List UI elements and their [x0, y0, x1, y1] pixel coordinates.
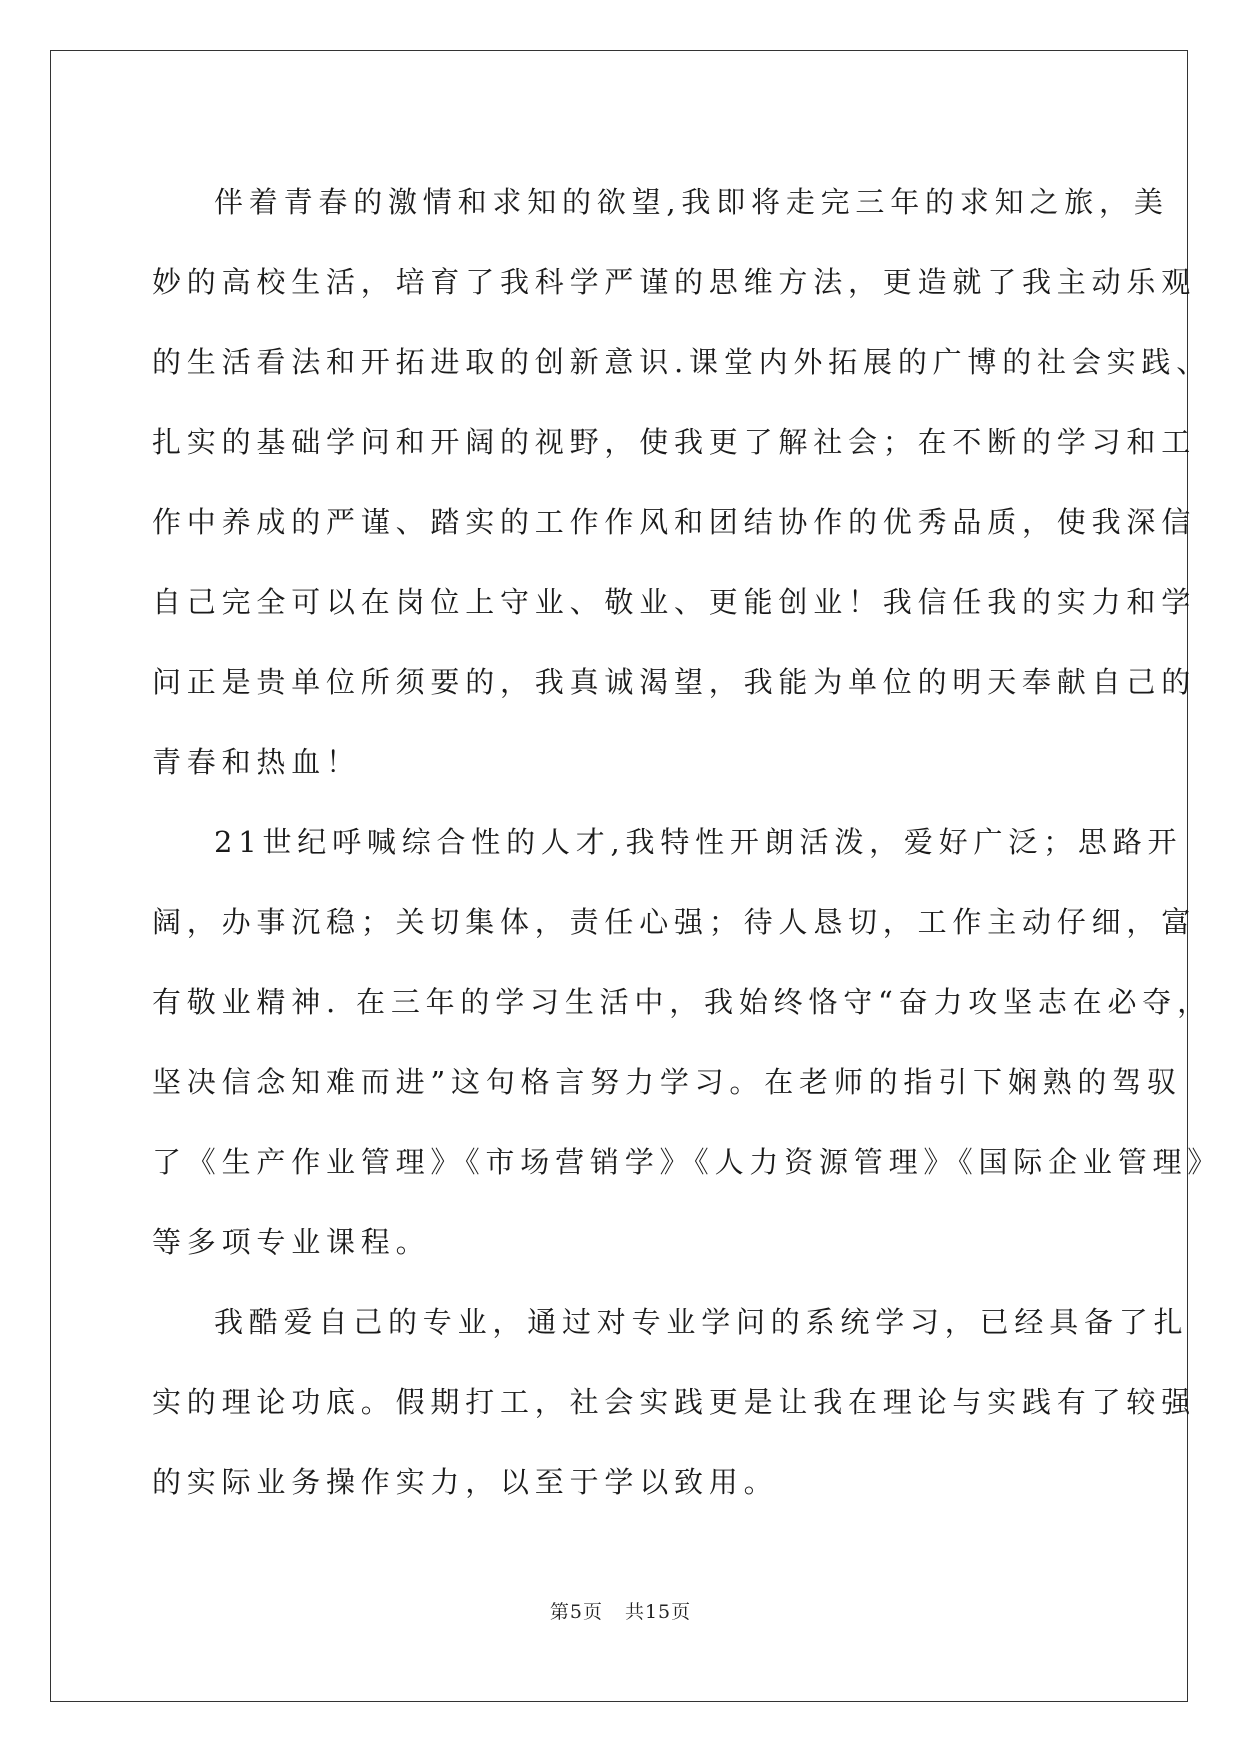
text-line: 扎实的基础学问和开阔的视野，使我更了解社会；在不断的学习和工 — [152, 425, 1197, 459]
paragraph-3 — [152, 1282, 1197, 1522]
text-line: 坚决信念知难而进”这句格言努力学习。在老师的指引下娴熟的驾驭 — [152, 1065, 1182, 1099]
text-line: 的生活看法和开拓进取的创新意识.课堂内外拓展的广博的社会实践、 — [152, 345, 1212, 379]
text-line: 实的理论功底。假期打工，社会实践更是让我在理论与实践有了较强 — [152, 1385, 1197, 1419]
text-line: 我酷爱自己的专业，通过对专业学问的系统学习，已经具备了扎 — [214, 1305, 1189, 1339]
text-line: 自己完全可以在岗位上守业、敬业、更能创业！我信任我的实力和学 — [152, 585, 1197, 619]
page-number: 第5页 — [549, 1601, 603, 1623]
text-line: 问正是贵单位所须要的，我真诚渴望，我能为单位的明天奉献自己的 — [152, 665, 1197, 699]
paragraph-1 — [152, 162, 1212, 802]
text-line: 青春和热血！ — [152, 745, 361, 779]
text-line: 等多项专业课程。 — [152, 1225, 431, 1259]
text-line: 阔，办事沉稳；关切集体，责任心强；待人恳切，工作主动仔细，富 — [152, 905, 1197, 939]
page-footer — [0, 1597, 1241, 1624]
text-line: 的实际业务操作实力，以至于学以致用。 — [152, 1465, 779, 1499]
text-line: 21世纪呼喊综合性的人才,我特性开朗活泼，爱好广泛；思路开 — [214, 825, 1183, 859]
document-body — [152, 162, 1223, 1522]
text-line: 伴着青春的激情和求知的欲望,我即将走完三年的求知之旅，美 — [214, 185, 1169, 219]
text-line: 了《生产作业管理》《市场营销学》《人力资源管理》《国际企业管理》 — [152, 1145, 1223, 1179]
page-total: 共15页 — [624, 1601, 692, 1623]
text-line: 有敬业精神. 在三年的学习生活中，我始终恪守“奋力攻坚志在必夺， — [152, 985, 1212, 1019]
text-line: 妙的高校生活，培育了我科学严谨的思维方法，更造就了我主动乐观 — [152, 265, 1197, 299]
text-line: 作中养成的严谨、踏实的工作作风和团结协作的优秀品质，使我深信 — [152, 505, 1197, 539]
paragraph-2 — [152, 802, 1223, 1282]
